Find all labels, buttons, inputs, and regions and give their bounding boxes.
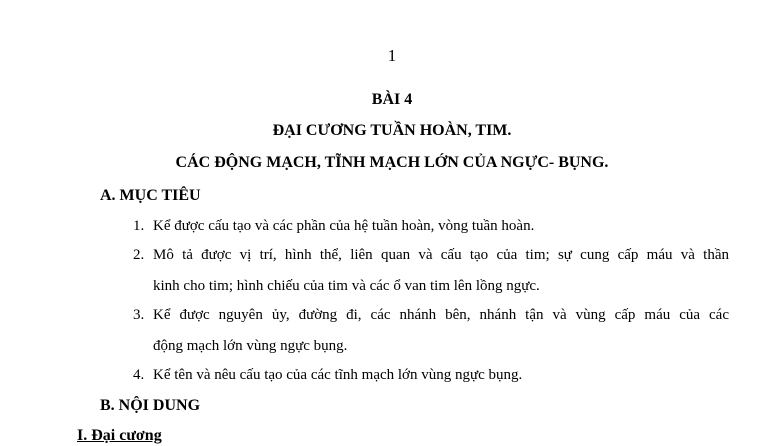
document-title-line-1: ĐẠI CƯƠNG TUẦN HOÀN, TIM. [272,122,512,139]
lesson-heading: BÀI 4 [371,91,413,108]
section-a-heading: A. MỤC TIÊU [100,187,201,204]
document-title-line-2: CÁC ĐỘNG MẠCH, TĨNH MẠCH LỚN CỦA NGỰC- BỤNG. [175,154,609,171]
objective-text [153,305,729,356]
objective-item-4 [133,365,729,385]
objective-line-2: kinh cho tim; hình chiếu của tim và các ổ van tim lên lồng ngực. [153,278,540,294]
objective-line-1: Kể được cấu tạo và các phần của hệ tuần hoàn, vòng tuần hoàn. [153,218,535,234]
objective-number: 1. [133,218,145,234]
section-b-heading: B. NỘI DUNG [100,397,201,414]
objective-line-1: Mô tả được vị trí, hình thể, liên quan và cấu tạo của tim; sự cung cấp máu và thần [153,247,729,263]
objective-line-2: động mạch lớn vùng ngực bụng. [153,338,348,354]
objective-number: 2. [133,247,145,263]
objective-number: 3. [133,307,145,323]
objective-text [153,245,729,296]
subsection-i-heading: I. Đại cương [77,427,162,444]
objective-text [153,216,729,236]
page-number: 1 [387,46,397,65]
objective-text [153,365,729,385]
objective-line-1: Kể được nguyên ủy, đường đi, các nhánh bên, nhánh tận và vùng cấp máu của các [153,307,729,323]
objective-number: 4. [133,367,145,383]
objective-line-1: Kể tên và nêu cấu tạo của các tĩnh mạch lớn vùng ngực bụng. [153,367,523,383]
objective-item-1 [133,216,729,236]
objective-item-3 [133,305,729,356]
objective-item-2 [133,245,729,296]
